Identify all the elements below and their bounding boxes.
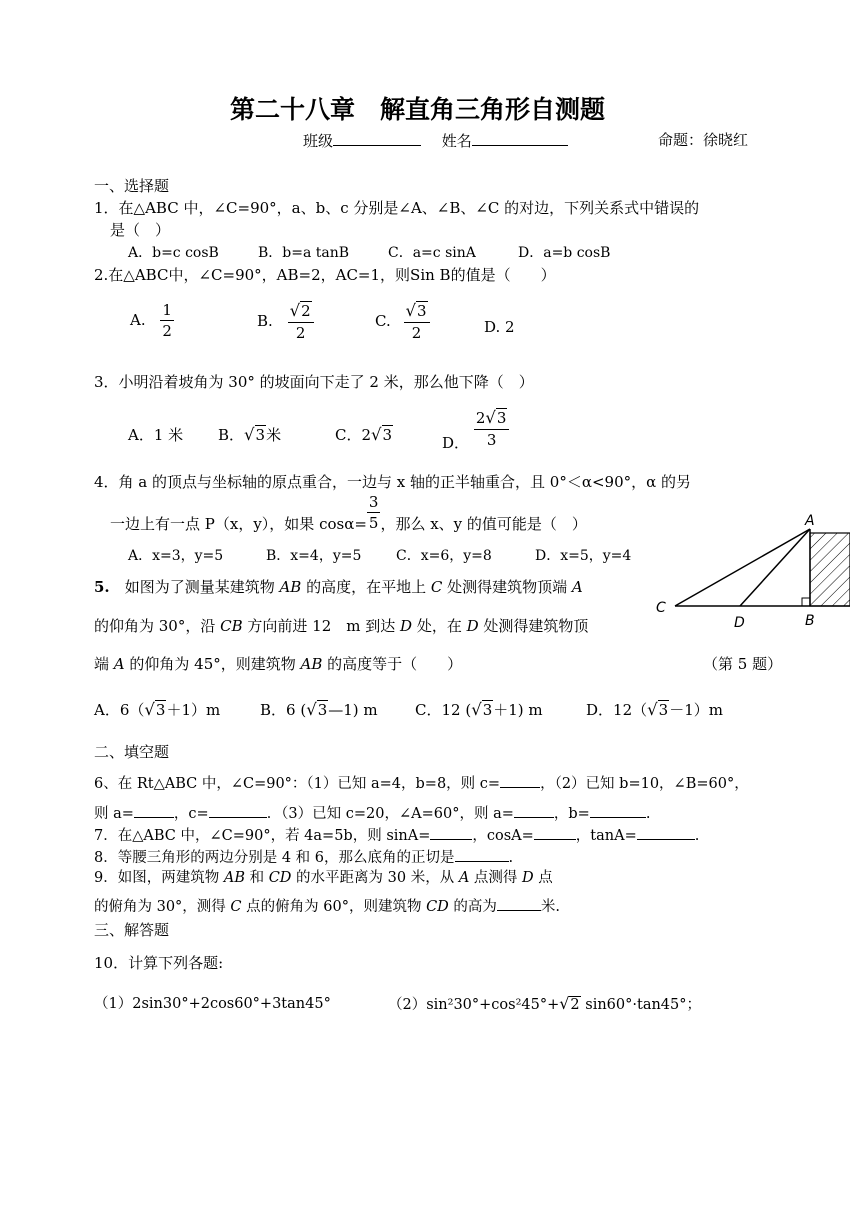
q5-text: 5. 如图为了测量某建筑物 AB 的高度，在平地上 C 处测得建筑物顶端 A — [94, 578, 583, 596]
q10-text: 10．计算下列各题: — [94, 954, 224, 972]
q8-blank[interactable] — [455, 846, 509, 862]
right-angle-mark — [802, 598, 810, 606]
q5-option-b[interactable]: B．6 (√3—1) m — [260, 700, 378, 719]
line-ca — [675, 529, 810, 606]
q5-option-c[interactable]: C．12 (√3＋1) m — [415, 700, 543, 719]
section-heading-choice: 一、选择题 — [94, 177, 170, 195]
q3-option-b[interactable]: B．√3米 — [218, 425, 282, 444]
line-da — [740, 529, 810, 606]
name-label: 姓名 — [441, 132, 472, 150]
q7-text: 7．在△ABC 中，∠C=90°，若 4a=5b，则 sinA= ，cosA= ，tanA= . — [94, 824, 699, 846]
q3-option-a[interactable]: A．1 米 — [128, 426, 184, 444]
q5-caption: （第 5 题） — [703, 655, 783, 673]
class-field — [303, 130, 568, 151]
q4-option-c[interactable]: C．x=6，y=8 — [396, 548, 492, 564]
q2-text: 2.在△ABC中，∠C=90°，AB=2，AC=1，则Sin B的值是（ ） — [94, 266, 556, 284]
q3-option-d[interactable]: D． $\frac{2√3}{3}$ — [442, 410, 509, 460]
q10-part1: （1）2sin30°+2cos60°+3tan45° — [94, 996, 331, 1012]
q6-blank-a3[interactable] — [514, 802, 554, 818]
q1-option-c[interactable]: C．a=c sinA — [388, 245, 476, 261]
q1-option-a[interactable]: A．b=c cosB — [128, 245, 219, 261]
name-blank[interactable] — [472, 130, 568, 146]
q8-text: 8．等腰三角形的两边分别是 4 和 6，那么底角的正切是 . — [94, 846, 513, 868]
q2-option-a[interactable]: A. $\frac{1}{2}$ — [130, 301, 172, 340]
q4-frac: $\frac{3}{5}$ — [368, 493, 379, 532]
q3-text: 3．小明沿着坡角为 30° 的坡面向下走了 2 米，那么他下降（ ） — [94, 373, 534, 391]
label-b: B — [805, 613, 815, 629]
q1-option-d[interactable]: D．a=b cosB — [518, 245, 611, 261]
label-a: A — [805, 513, 815, 529]
q5-text-cont: 的仰角为 30°，沿 CB 方向前进 12 m 到达 D 处，在 D 处测得建筑物顶 — [94, 617, 589, 635]
q6-blank-a[interactable] — [134, 802, 174, 818]
q2-option-b[interactable]: B. $\frac{√2}{2}$ — [257, 303, 314, 353]
q9-blank[interactable] — [497, 895, 541, 911]
q2-option-c[interactable]: C. $\frac{√3}{2}$ — [375, 303, 430, 353]
q2-frac-b: $\frac{√2}{2}$ — [288, 303, 314, 341]
label-c: C — [656, 600, 666, 616]
q2-frac-a: $\frac{1}{2}$ — [162, 301, 172, 340]
q10-part2: （2）sin²30°+cos²45°+√2 sin60°·tan45°； — [388, 994, 702, 1013]
author-text: 命题：徐晓红 — [658, 131, 749, 149]
q3-frac-d: $\frac{2√3}{3}$ — [474, 410, 510, 448]
q4-option-b[interactable]: B．x=4，y=5 — [266, 548, 362, 564]
q6-text: 6、在 Rt△ABC 中，∠C=90°：（1）已知 a=4，b=8，则 c= ，（2）已知 b=10，∠B=60°， — [94, 772, 749, 794]
q7-blank-sin[interactable] — [430, 824, 472, 840]
q1-text: 1．在△ABC 中，∠C=90°，a、b、c 分别是∠A、∠B、∠C 的对边，下列关系式中错误的 — [94, 199, 700, 217]
q5-option-d[interactable]: D．12（√3－1）m — [586, 700, 723, 719]
q2-option-d[interactable]: D. 2 — [484, 318, 515, 336]
label-d: D — [734, 615, 745, 630]
q4-text: 4．角 a 的顶点与坐标轴的原点重合，一边与 x 轴的正半轴重合，且 0°＜α<90°，α 的另 — [94, 473, 692, 491]
q4-option-d[interactable]: D．x=5，y=4 — [535, 548, 632, 564]
q7-blank-tan[interactable] — [637, 824, 695, 840]
q9-text: 9．如图，两建筑物 AB 和 CD 的水平距离为 30 米，从 A 点测得 D 点 — [94, 870, 553, 886]
page-title: 第二十八章 解直角三角形自测题 — [230, 95, 606, 124]
q3-option-c[interactable]: C．2√3 — [335, 425, 393, 444]
q5-option-a[interactable]: A．6（√3＋1）m — [94, 700, 221, 719]
q6-blank-c1[interactable] — [500, 772, 540, 788]
q6-blank-b3[interactable] — [590, 802, 646, 818]
q1-text-cont: 是（ ） — [110, 221, 171, 239]
building-shading — [810, 533, 850, 606]
q6-blank-c2[interactable] — [209, 802, 267, 818]
q4-text-cont: 一边上有一点 P（x，y），如果 cosα= $\frac{3}{5}$ ，那么 x、y 的值可能是（ ） — [110, 493, 587, 533]
q6-text-cont: 则 a= ，c= ．（3）已知 c=20，∠A=60°，则 a= ，b= . — [94, 802, 650, 824]
section-heading-answer: 三、解答题 — [94, 921, 170, 939]
q2-frac-c: $\frac{√3}{2}$ — [404, 303, 430, 341]
class-label: 班级 — [303, 132, 334, 150]
class-blank[interactable] — [333, 130, 421, 146]
section-heading-fill: 二、填空题 — [94, 743, 170, 761]
q7-blank-cos[interactable] — [534, 824, 576, 840]
q5-text-cont2: 端 A 的仰角为 45°，则建筑物 AB 的高度等于（ ） — [94, 655, 463, 673]
q5-figure — [650, 505, 850, 630]
q9-text-cont: 的俯角为 30°，测得 C 点的俯角为 60°，则建筑物 CD 的高为 米. — [94, 895, 560, 917]
q4-option-a[interactable]: A．x=3，y=5 — [128, 548, 224, 564]
q1-option-b[interactable]: B．b=a tanB — [258, 245, 350, 261]
